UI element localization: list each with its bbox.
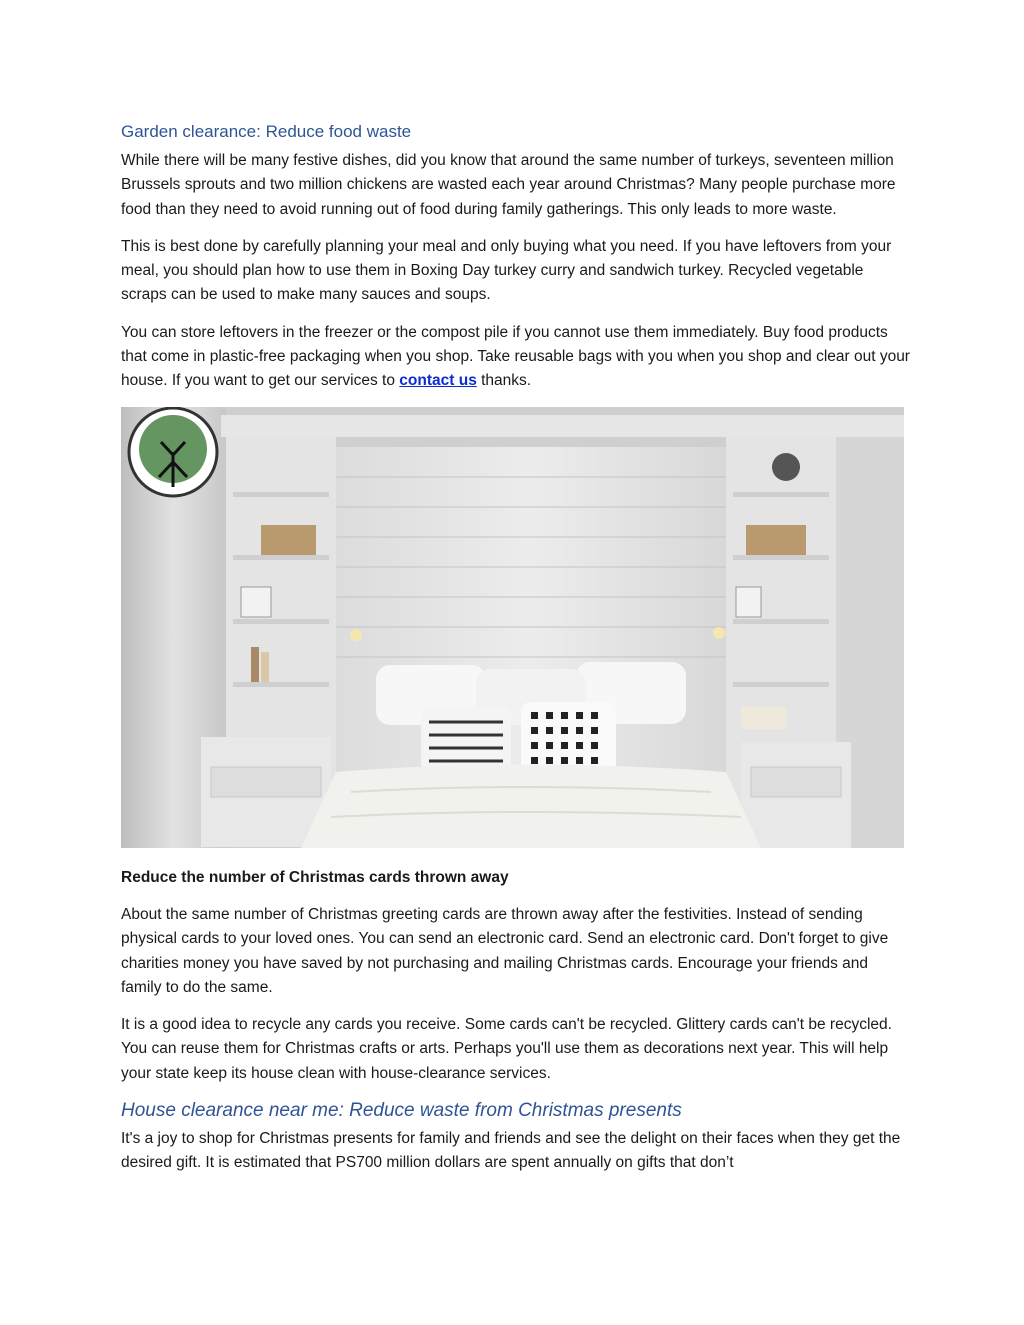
paragraph-text: You can store leftovers in the freezer or the compost pile if you cannot use them immediately. Buy food products that come in plastic-free packaging when you shop. Take reusable bags with you when you shop and clear out your house. If you want to get our services to: [121, 323, 910, 390]
bedroom-photo: [121, 407, 904, 848]
paragraph: It's a joy to shop for Christmas presents for family and friends and see the delight on their faces when they get the desired gift. It is estimated that PS700 million dollars are spent annually on gifts that don’t: [121, 1130, 901, 1172]
section-heading-christmas-cards: Reduce the number of Christmas cards thrown away: [121, 868, 509, 886]
paragraph: It is a good idea to recycle any cards you receive. Some cards can't be recycled. Glittery cards can't be recycled. You can reuse them for Christmas crafts or arts. Perhaps you'll use them as decorations next year. This will help your state keep its house clean with house-clearance services.: [121, 1016, 892, 1082]
paragraph-text: thanks.: [476, 372, 532, 390]
document-page: [121, 121, 911, 1189]
section-heading-christmas-presents: House clearance near me: Reduce waste from Christmas presents: [121, 1100, 682, 1122]
paragraph: This is best done by carefully planning your meal and only buying what you need. If you have leftovers from your meal, you should plan how to use them in Boxing Day turkey curry and sandwich turkey. Recycled vegetable scraps can be used to make many sauces and soups.: [121, 237, 892, 304]
paragraph: While there will be many festive dishes, did you know that around the same number of turkeys, seventeen million Brussels sprouts and two million chickens are wasted each year around Christmas? Many people purchase more food than they need to avoid running out of food during family gatherings. This only leads to more waste.: [121, 152, 896, 218]
paragraph: About the same number of Christmas greeting cards are thrown away after the festivities. Instead of sending physical cards to your loved ones. You can send an electronic card. Send an electronic card. Don't forget to give charities money you have saved by not purchasing and mailing Christmas cards. Encourage your friends and family to do the same.: [121, 905, 889, 996]
paragraph: [121, 321, 911, 394]
contact-us-link[interactable]: contact us: [399, 372, 477, 390]
section-heading-food-waste: Garden clearance: Reduce food waste: [121, 122, 412, 141]
